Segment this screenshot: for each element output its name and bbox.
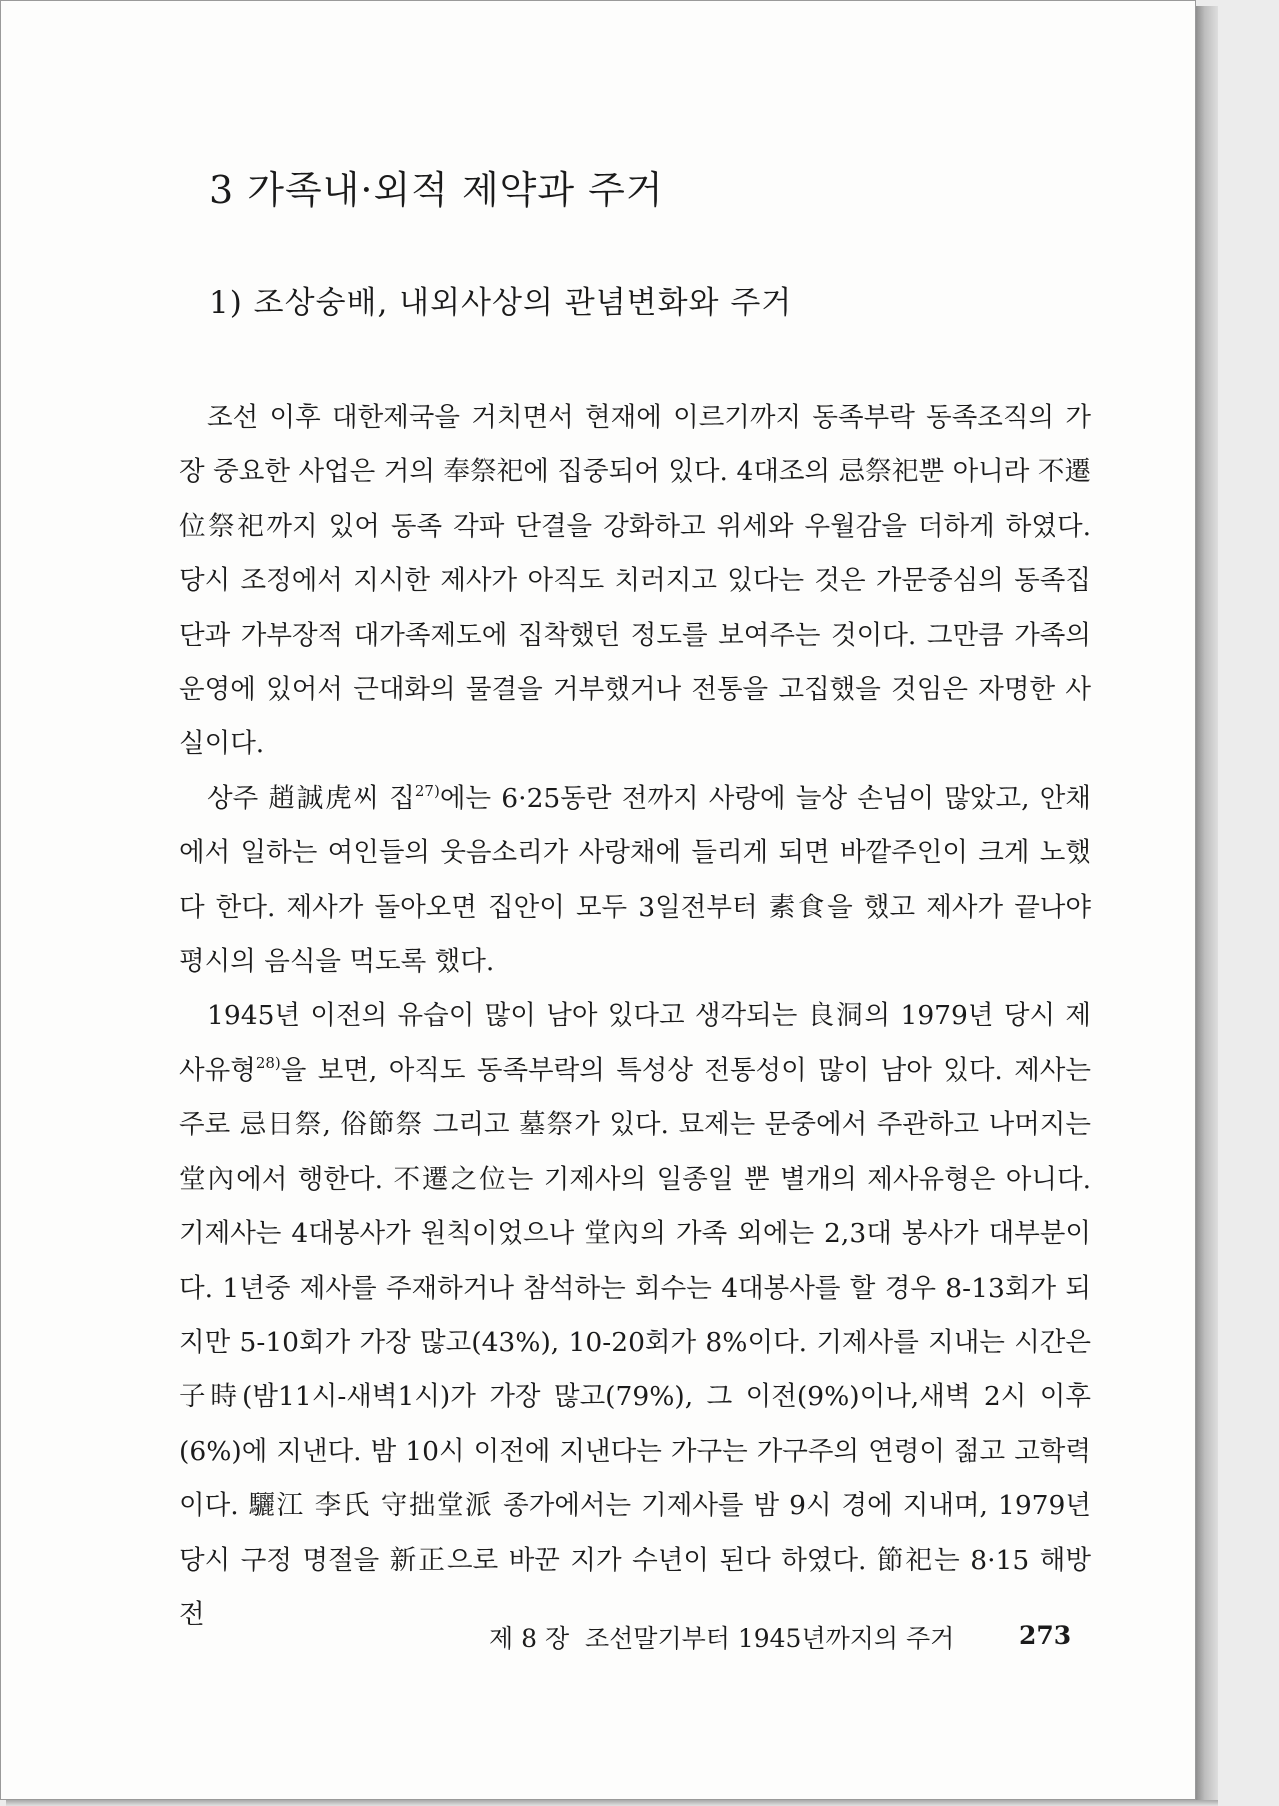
chapter-heading: 3 가족내·외적 제약과 주거: [209, 168, 664, 212]
body-text: [179, 391, 1091, 1642]
paragraph-3: [179, 989, 1091, 1642]
page-edge-shadow: [1196, 6, 1218, 1800]
section-heading: 1) 조상숭배, 내외사상의 관념변화와 주거: [209, 285, 793, 321]
paragraph-2: [179, 772, 1091, 990]
page-number: 273: [1019, 1621, 1072, 1650]
paragraph-text-after: 을 보면, 아직도 동족부락의 특성상 전통성이 많이 남아 있다. 제사는 주로 忌日祭, 俗節祭 그리고 墓祭가 있다. 묘제는 문중에서 주관하고 나머지는 堂內에서 행한다. 不遷之位는 기제사의 일종일 뿐 별개의 제사유형은 아니다. 기제사는 4대봉사가 원칙이었으나 堂內의 가족 외에는 2,3대 봉사가 대부분이다. 1년중 제사를 주재하거나 참석하는 회수는 4대봉사를 할 경우 8-13회가 되지만 5-10회가 가장 많고(43%), 10-20회가 8%이다. 기제사를 지내는 시간은 子時(밤11시-새벽1시)가 가장 많고(79%), 그 이전(9%)이나,새벽 2시 이후(6%)에 지낸다. 밤 10시 이전에 지낸다는 가구는 가구주의 연령이 젊고 고학력이다. 驪江 李氏 守拙堂派 종가에서는 기제사를 밤 9시 경에 지내며, 1979년 당시 구정 명절을 新正으로 바꾼 지가 수년이 된다 하였다. 節祀는 8·15 해방 전: [179, 1054, 1091, 1630]
page-bottom-shadow: [6, 1800, 1218, 1806]
paragraph-1: [179, 391, 1091, 772]
paragraph-text: 조선 이후 대한제국을 거치면서 현재에 이르기까지 동족부락 동족조직의 가장 중요한 사업은 거의 奉祭祀에 집중되어 있다. 4대조의 忌祭祀뿐 아니라 不遷位祭祀까지 있어 동족 각파 단결을 강화하고 위세와 우월감을 더하게 하였다. 당시 조정에서 지시한 제사가 아직도 치러지고 있다는 것은 가문중심의 동족집단과 가부장적 대가족제도에 집착했던 정도를 보여주는 것이다. 그만큼 가족의 운영에 있어서 근대화의 물결을 거부했거나 전통을 고집했을 것임은 자명한 사실이다.: [179, 402, 1091, 760]
running-footer: 제 8 장 조선말기부터 1945년까지의 주거: [489, 1624, 955, 1653]
paragraph-text-before: 1945년 이전의 유습이 많이 남아 있다고 생각되는 良洞의 1979년 당시 제사유형: [179, 1000, 1091, 1086]
footnote-marker: 28): [255, 1053, 281, 1072]
footnote-marker: 27): [414, 781, 440, 800]
paragraph-text-after: 에는 6·25동란 전까지 사랑에 늘상 손님이 많았고, 안채에서 일하는 여인들의 웃음소리가 사랑채에 들리게 되면 바깥주인이 크게 노했다 한다. 제사가 돌아오면 집안이 모두 3일전부터 素食을 했고 제사가 끝나야 평시의 음식을 먹도록 했다.: [179, 782, 1092, 978]
paragraph-text-before: 상주 趙誠虎씨 집: [207, 782, 415, 814]
